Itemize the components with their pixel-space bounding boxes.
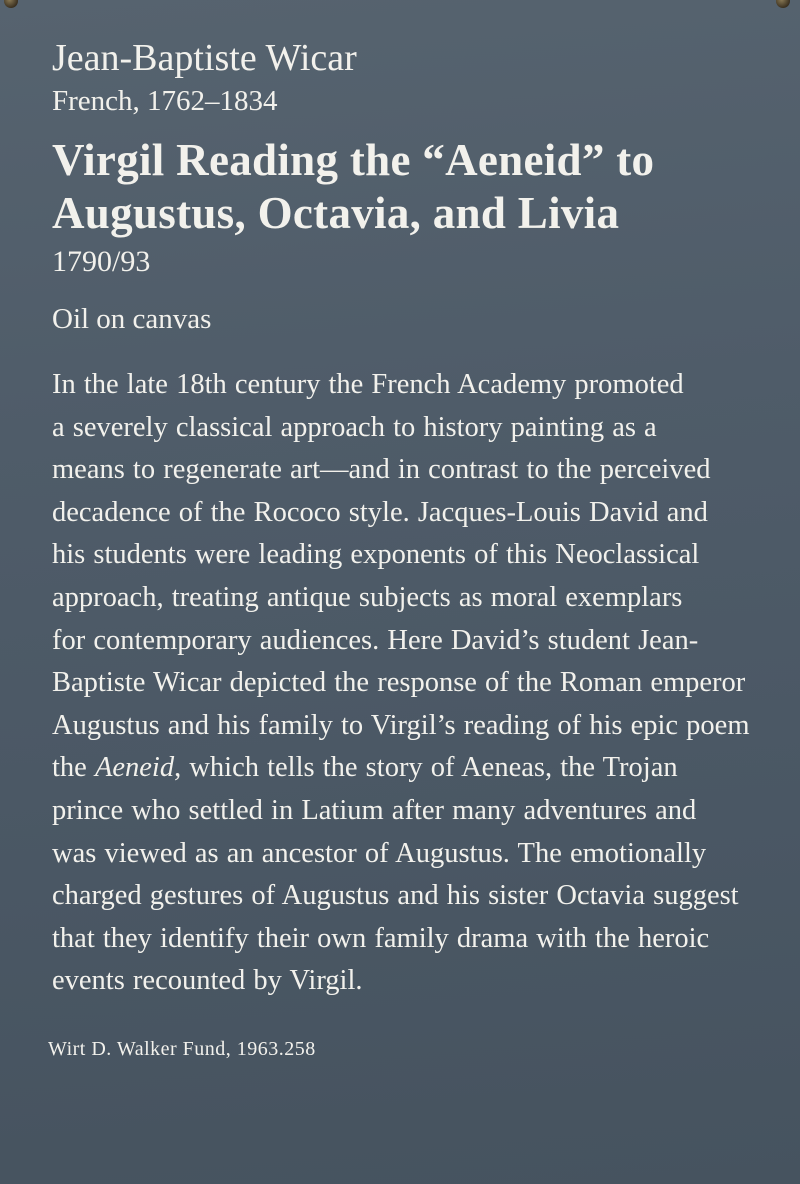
artwork-title-line-1: Virgil Reading the “Aeneid” to <box>52 135 655 185</box>
artwork-medium: Oil on canvas <box>52 303 212 335</box>
artwork-title <box>52 134 760 240</box>
description-fragment: , which tells the story of Aeneas, the Trojan <box>174 752 678 784</box>
description-line: a severely classical approach to history painting as a <box>52 411 657 443</box>
artist-name: Jean-Baptiste Wicar <box>52 37 357 79</box>
description-line: prince who settled in Latium after many adventures and <box>52 794 697 826</box>
credit-line: Wirt D. Walker Fund, 1963.258 <box>48 1037 316 1060</box>
mounting-pin-left <box>4 0 18 8</box>
description-line: In the late 18th century the French Academy promoted <box>52 369 684 400</box>
artwork-date: 1790/93 <box>52 245 151 278</box>
description-line: was viewed as an ancestor of Augustus. The emotionally <box>52 837 707 869</box>
description-line: approach, treating antique subjects as moral exemplars <box>52 581 683 613</box>
description-line: Augustus and his family to Virgil’s reading of his epic poem <box>52 709 750 741</box>
description-text <box>52 364 768 1003</box>
artist-nationality-dates: French, 1762–1834 <box>52 85 278 117</box>
description-line: his students were leading exponents of this Neoclassical <box>52 539 700 571</box>
description-line: charged gestures of Augustus and his sister Octavia suggest <box>52 880 739 912</box>
description-line: decadence of the Rococo style. Jacques-Louis David and <box>52 496 708 528</box>
description-line: means to regenerate art—and in contrast to the perceived <box>52 454 711 486</box>
artwork-title-line-2: Augustus, Octavia, and Livia <box>52 188 620 238</box>
description-line: for contemporary audiences. Here David’s student Jean- <box>52 624 699 656</box>
mounting-pin-right <box>776 0 790 8</box>
description-line-with-italic-title <box>52 747 768 790</box>
description-line: that they identify their own family drama with the heroic <box>52 922 710 954</box>
description-line: events recounted by Virgil. <box>52 965 363 997</box>
description-line: Baptiste Wicar depicted the response of the Roman emperor <box>52 667 746 699</box>
italic-work-title: Aeneid <box>94 752 175 784</box>
description-fragment: the <box>52 752 87 784</box>
